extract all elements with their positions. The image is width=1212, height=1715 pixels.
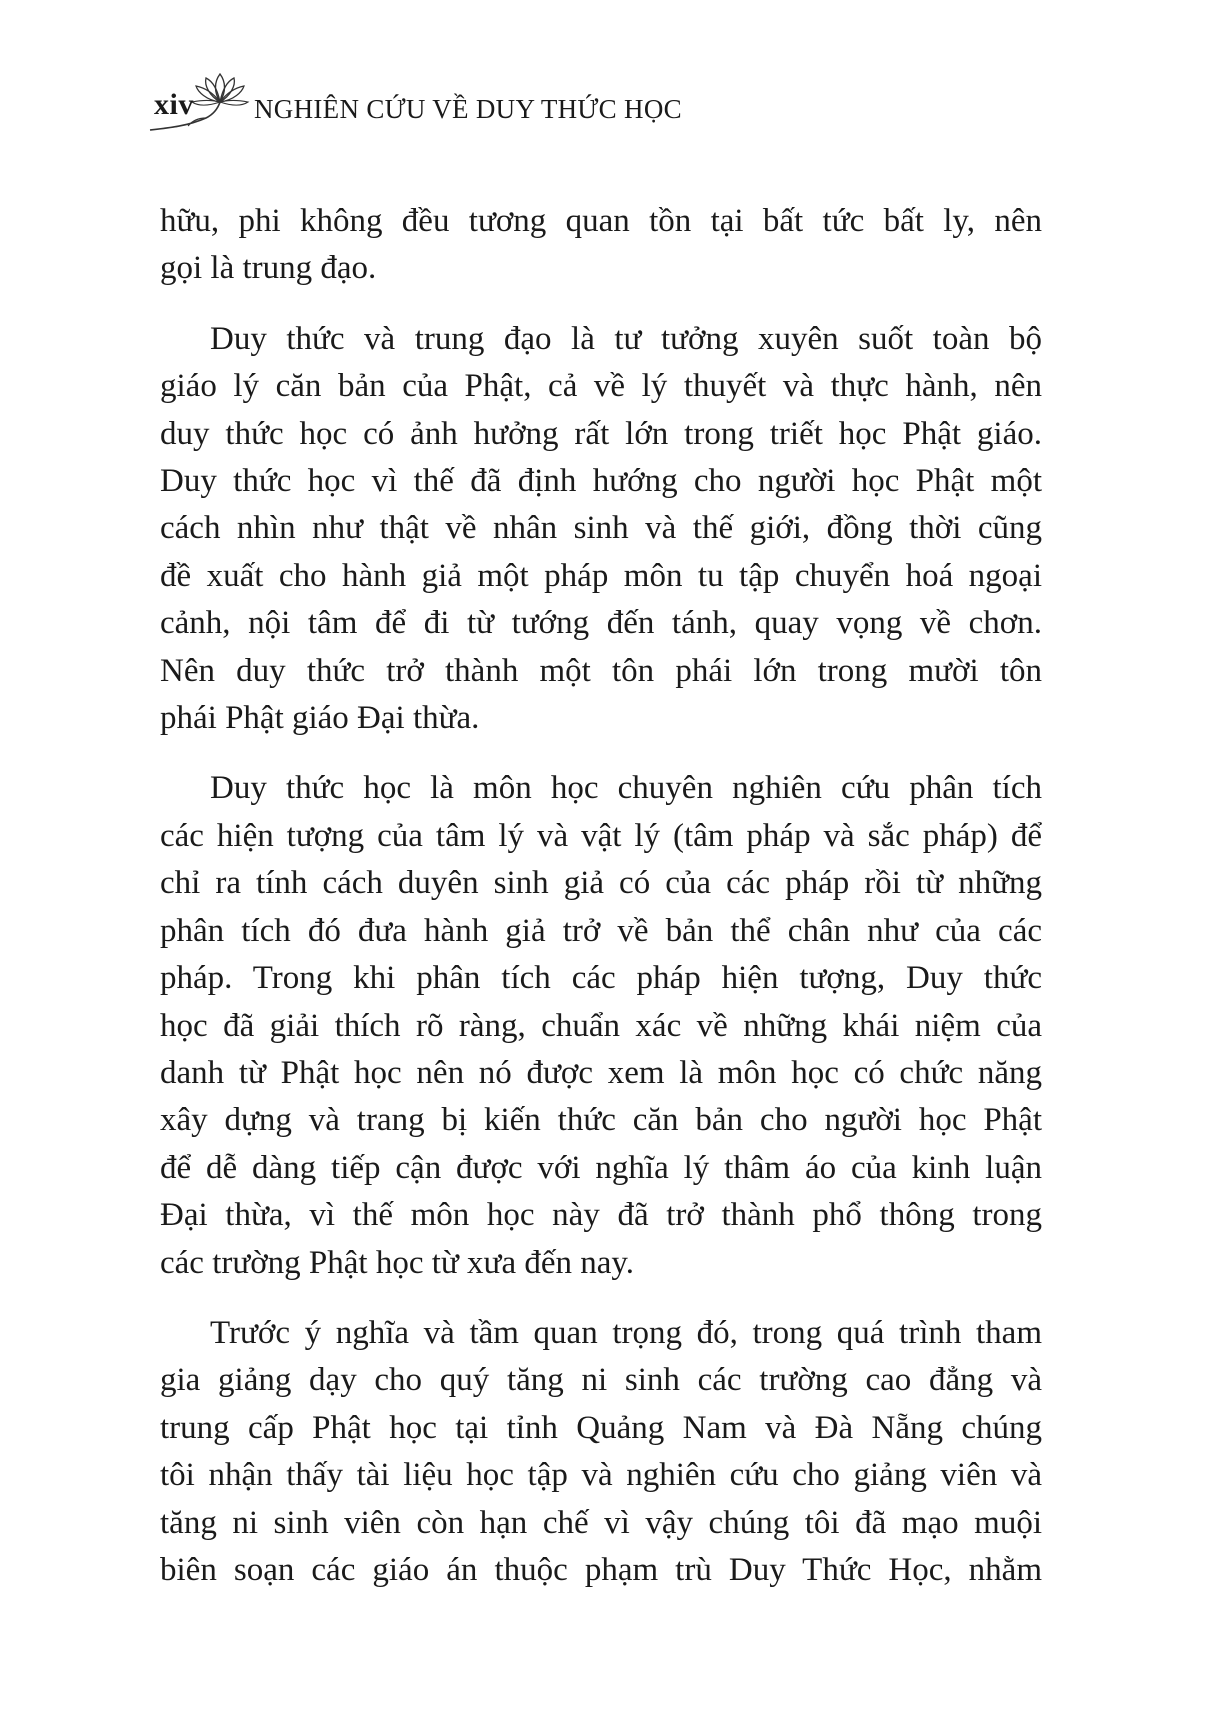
text-line: pháp. Trong khi phân tích các pháp hiện tượng, Duy thức: [160, 960, 1042, 997]
text-line: tăng ni sinh viên còn hạn chế vì vậy chúng tôi đã mạo muội: [160, 1504, 1042, 1541]
body-text: [160, 198, 1042, 1617]
text-line: Trước ý nghĩa và tầm quan trọng đó, trong quá trình tham: [210, 1314, 1042, 1351]
page-number: xiv: [154, 88, 194, 121]
paragraph: [160, 765, 1042, 1286]
text-line: Duy thức và trung đạo là tư tưởng xuyên suốt toàn bộ: [210, 320, 1042, 357]
text-line: Đại thừa, vì thế môn học này đã trở thành phổ thông trong: [160, 1197, 1042, 1234]
text-line: tôi nhận thấy tài liệu học tập và nghiên cứu cho giảng viên và: [160, 1457, 1042, 1494]
text-line: Duy thức học vì thế đã định hướng cho người học Phật một: [160, 463, 1042, 500]
text-line: biên soạn các giáo án thuộc phạm trù Duy Thức Học, nhằm: [160, 1551, 1042, 1588]
text-line: để dễ dàng tiếp cận được với nghĩa lý thâm áo của kinh luận: [160, 1149, 1042, 1186]
text-line: duy thức học có ảnh hưởng rất lớn trong triết học Phật giáo.: [160, 415, 1042, 452]
text-line: giáo lý căn bản của Phật, cả về lý thuyết và thực hành, nên: [160, 368, 1042, 405]
text-line: phái Phật giáo Đại thừa.: [160, 700, 480, 737]
text-line: phân tích đó đưa hành giả trở về bản thể chân như của các: [160, 912, 1042, 949]
running-title: NGHIÊN CỨU VỀ DUY THỨC HỌC: [254, 94, 682, 124]
text-line: chỉ ra tính cách duyên sinh giả có của các pháp rồi từ những: [160, 865, 1042, 902]
text-line: xây dựng và trang bị kiến thức căn bản cho người học Phật: [160, 1102, 1042, 1139]
text-line: danh từ Phật học nên nó được xem là môn học có chức năng: [160, 1054, 1042, 1091]
text-line: gia giảng dạy cho quý tăng ni sinh các trường cao đẳng và: [160, 1362, 1042, 1399]
text-line: các hiện tượng của tâm lý và vật lý (tâm pháp và sắc pháp) để: [160, 817, 1042, 854]
paragraph: [160, 316, 1042, 743]
text-line: trung cấp Phật học tại tỉnh Quảng Nam và Đà Nẵng chúng: [160, 1409, 1042, 1446]
text-line: hữu, phi không đều tương quan tồn tại bất tức bất ly, nên: [160, 203, 1042, 239]
paragraph: [160, 198, 1042, 293]
running-header: [148, 82, 1048, 142]
text-line: đề xuất cho hành giả một pháp môn tu tập chuyển hoá ngoại: [160, 557, 1042, 594]
text-line: các trường Phật học từ xưa đến nay.: [160, 1244, 634, 1281]
text-line: cách nhìn như thật về nhân sinh và thế giới, đồng thời cũng: [160, 510, 1042, 547]
paragraph: [160, 1310, 1042, 1594]
text-line: học đã giải thích rõ ràng, chuẩn xác về những khái niệm của: [160, 1007, 1042, 1044]
text-line: Nên duy thức trở thành một tôn phái lớn trong mười tôn: [160, 652, 1042, 689]
text-line: gọi là trung đạo.: [160, 250, 377, 287]
text-line: cảnh, nội tâm để đi từ tướng đến tánh, quay vọng về chơn.: [160, 605, 1042, 642]
text-line: Duy thức học là môn học chuyên nghiên cứu phân tích: [210, 770, 1042, 807]
